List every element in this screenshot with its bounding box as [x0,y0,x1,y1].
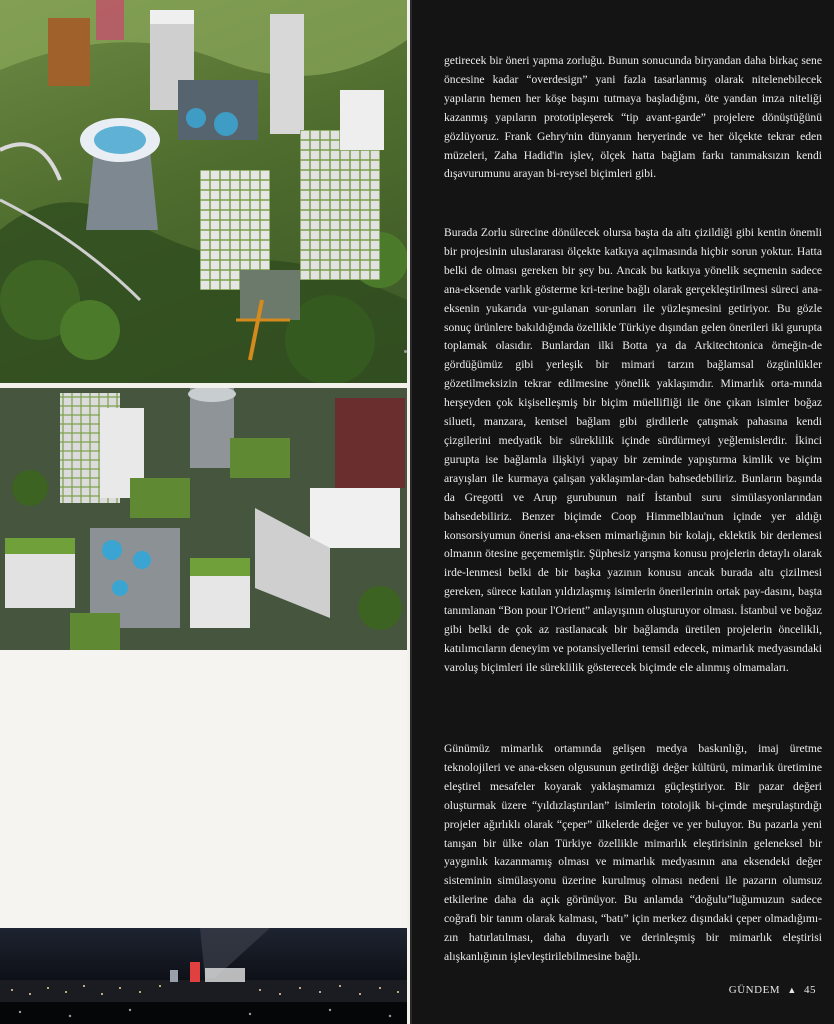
page-footer [729,984,816,996]
page-number: 45 [804,984,816,996]
article-paragraph-1: getirecek bir öneri yapma zorluğu. Bunun sonucunda biryandan daha birkaç sene öncesine kadar “overdesign” yani fazla tasarlanmış olarak nitelenebilecek yapıların hemen her köşe başını tutmaya başladığını, öte yandan imza niteliği kazanmış yapıların prototipleşerek “tip avant-garde” projelere dönüştüğünü gözlüyoruz. Frank Gehry'nin dünyanın heryerinde ve her ölçekte tekrar eden müzeleri, Zaha Hadid'in işlev, ölçek hatta bağlam farkı tanımaksızın kendi dışavurumunu arayan bi-reysel biçimleri gibi. [444,54,822,181]
section-name: GÜNDEM [728,984,781,996]
article-paragraph-3: Günümüz mimarlık ortamında gelişen medya baskınlığı, imaj üretme teknolojileri ve ana-eksen olgusunun getirdiği değer kültürü, mimarlık üretimine eleştirel mesafeler koyarak yaklaşmamızı güçleştiriyor. Bir pazar değeri oluşturmak üzere “yıldızlaştırılan” isimlerin totolojik bi-çimde meşrulaştırdığı projeler ağırlıklı olarak “çeper” ülkelerde değer ve yer buluyor. Bu pazarla yeni tanışan bir ülke olan Türkiye özellikle mimarlık eleştirisinin geleneksel bir yaygınlık kazanmamış olması ve mimarlık medyasının ana eksendeki değer sisteminin simülasyonu üzerine kurulmuş olması nedeni ile pazarın olumsuz etkilerine daha da açık görünüyor. Bu anlamda “doğulu”luğumuzun sadece coğrafi bir tanım olarak kalması, “batı” için merkez dışındaki çeper olmadığımı-zın hatırlatılması, daha duyarlı ve derinleşmiş bir mimarlık eleştirisi alışkanlığının işlevleştirilebilmesine bağlı. [444,742,822,963]
night-skyline-illustration [0,928,407,1024]
aerial-render-top-illustration [0,0,407,383]
binding-dot-icon [404,350,407,353]
triangle-icon: ▲ [787,985,797,995]
aerial-render-top [0,0,407,383]
aerial-render-middle-illustration [0,388,407,650]
article-paragraph-2: Burada Zorlu sürecine dönülecek olursa başta da altı çizildiği gibi kentin önemli bir projesinin uluslararası ölçekte katkıya açılmasında hiçbir sorun yoktur. Hatta belki de olması gereken bir şey bu. Ancak bu katkıya yönelik seçmenin sadece ana-eksende varlık gösterme kri-terine bağlı olarak gerçekleştirilmesi süreci ana-eksenin yukarıda vur-gulanan sorunları ile yüzleşmesini getiriyor. Bu gözle sonuç ürünlere bakıldığında özellikle Türkiye dışından gelen önerileri iki gurupta toplamak olasıdır. Bunlardan ilki Botta ya da Arkitechtonica örneğin-de gördüğümüz gibi yerleşik bir mimari tarzın bağlamsal özgünlükler gözetilmeksizin tekrar edilmesine yönelik yaklaşımdır. Mimarlık orta-mında herşeyden çok kişiselleşmiş bir biçim müellifliği ile öne çıkan isimler boğaz silueti, manzara, kentsel bağlam gibi girdilerle çatışmak pahasına kendi çizgilerini medyatik bir süreklilik içinde sürdürmeyi yeğlemislerdir. İkinci gurupta ise bağlamla ilişkiyi yapay bir zeminde yapıştırma kimlik ve biçim arayışları ile kurmaya çalışan yaklaşımlar-dan bahsedebiliriz. Bunların başında da Gregotti ve Arup gurubunun naif İstanbul suru simülasyonlarından bahsedebiliriz. Benzer biçimde Coop Himmelblau'nun içinde yer aldığı konsorsiyumun önerisi ana-eksen mimarlığının bir kolajı, eklektik bir derlemesi olmanın ötesine geçememiştir. Şüphesiz yarışma konusu projelerin detaylı olarak irde-lenmesi belki de bir başka yazının konusu ancak burada altı çizilmesi gereken, sürece katılan yıldızlaşmış isimlerin önerilerinin ortak pay-dasını, başta tanımlanan “Bon pour l'Orient” anlayışının oluşturuyor olması. İstanbul ve boğaz gibi belki de çok az rastlanacak bir bağlamda üretilen projelerin öncelikli, katılımcıların deneyim ve potansiyellerini temsil edecek, mimarlık medyasındaki varoluş biçimleri ile süreklilik gösterecek biçimde ele alınmış olmamaları. [444,226,822,674]
aerial-render-middle [0,388,407,650]
night-skyline-render [0,928,407,1024]
image-column [0,0,410,1024]
blank-panel [0,650,407,928]
text-column [410,0,834,1024]
